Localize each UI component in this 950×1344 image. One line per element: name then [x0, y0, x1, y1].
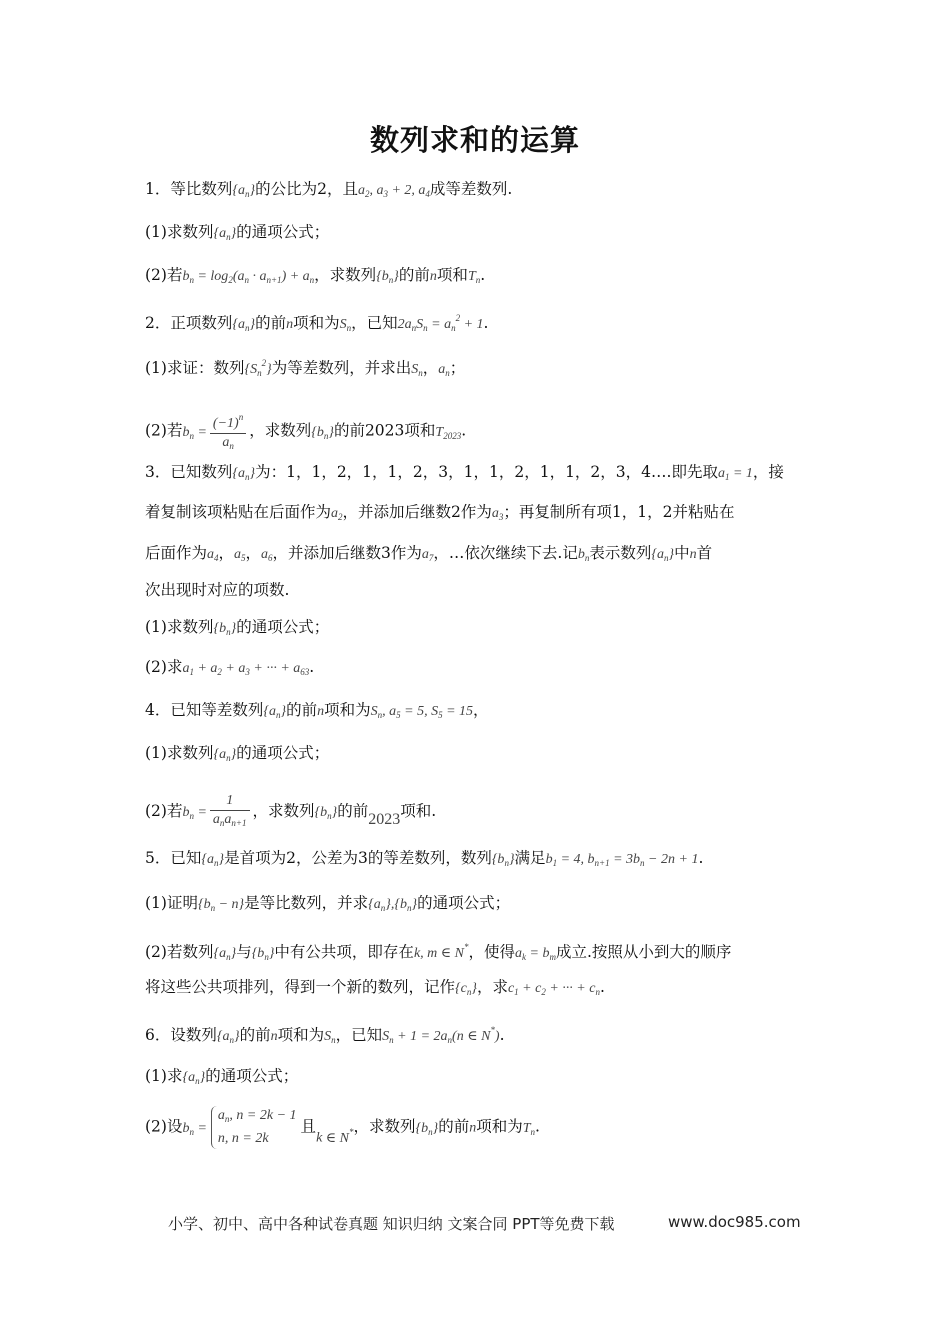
p3-line4: 次出现时对应的项数. — [145, 581, 290, 599]
p5-q1: (1)证明$\{b_n - n\}$是等比数列，并求$\{a_n\},\{b_n\}$的通项公式； — [145, 894, 511, 913]
p5-intro: 5．已知$\{a_n\}$是首项为2，公差为3的等差数列，数列$\{b_n\}$满足$b_1 = 4$, $b_{n+1} = 3b_n - 2n + 1$. — [145, 849, 704, 868]
footer-text: 小学、初中、高中各种试卷真题 知识归纳 文案合同 PPT等免费下载 — [168, 1215, 615, 1233]
footer-url[interactable]: www.doc985.com — [668, 1213, 801, 1231]
p3-line3: 后面作为$a_4$，$a_5$，$a_6$，并添加后继数3作为$a_7$，…依次继续下去.记$b_n$表示数列$\{a_n\}$中n首 — [145, 544, 713, 563]
p2-q2: (2)若$b_n$ = $\frac{(-1)^n}{a_n}$ ，求数列$\{b_n\}$的前2023项和$T_{2023}$. — [145, 408, 810, 455]
p3-line1: 3．已知数列$\{a_n\}$为：1，1，2，1，1，2，3，1，1，2，1，1，2，3，4….即先取$a_1 = 1$，接 — [145, 463, 784, 482]
p4-q1: (1)求数列$\{a_n\}$的通项公式； — [145, 744, 330, 763]
p6-q2: (2)设$b_n$ = $a_n$, n = 2k − 1 n, n = 2k 且k ∈ N*，求数列$\{b_n\}$的前n项和为$T_n$. — [145, 1106, 810, 1149]
p2-intro: 2．正项数列$\{a_n\}$的前n项和为$S_n$，已知$2a_nS_n = a_n^2 + 1$. — [145, 313, 489, 333]
footer — [168, 1213, 808, 1234]
p4-intro: 4．已知等差数列$\{a_n\}$的前n项和为$S_n$, $a_5 = 5$, $S_5 = 15$， — [145, 701, 489, 720]
p4-q2: (2)若$b_n$ = $\frac{1}{a_na_{n+1}}$ ，求数列$\{b_n\}$的前2023项和. — [145, 793, 437, 828]
p6-intro: 6．设数列$\{a_n\}$的前n项和为$S_n$，已知$S_n + 1 = 2a_n(n$ ∈ N*). — [145, 1025, 505, 1045]
p5-q2-line2: 将这些公共项排列，得到一个新的数列，记作$\{c_n\}$，求$c_1 + c_2$ + ··· + $c_n$. — [145, 978, 605, 997]
p3-q2: (2)求$a_1 + a_2 + a_3$ + ··· + $a_{63}$. — [145, 658, 315, 677]
p2-q1: (1)求证：数列$\{S_n^2\}$为等差数列，并求出$S_n$，$a_n$； — [145, 358, 466, 378]
p5-q2: (2)若数列$\{a_n\}$与$\{b_n\}$中有公共项，即存在k, m ∈ N*，使得$a_k = b_m$成立.按照从小到大的顺序 — [145, 942, 732, 962]
p3-q1: (1)求数列$\{b_n\}$的通项公式； — [145, 618, 330, 637]
p1-q2: (2)若$b_n = \log_2(a_n \cdot a_{n+1}) + a_n$，求数列$\{b_n\}$的前n项和$T_n$. — [145, 266, 486, 285]
p3-line2: 着复制该项粘贴在后面作为$a_2$，并添加后继数2作为$a_3$；再复制所有项1，1，2并粘贴在 — [145, 503, 735, 522]
page-title: 数列求和的运算 — [369, 123, 580, 157]
p1-q1: (1)求数列$\{a_n\}$的通项公式； — [145, 223, 330, 242]
p1-intro: 1．等比数列$\{a_n\}$的公比为2，且$a_2$, $a_3 + 2$, $a_4$成等差数列. — [145, 180, 513, 199]
p6-q1: (1)求$\{a_n\}$的通项公式； — [145, 1067, 299, 1086]
